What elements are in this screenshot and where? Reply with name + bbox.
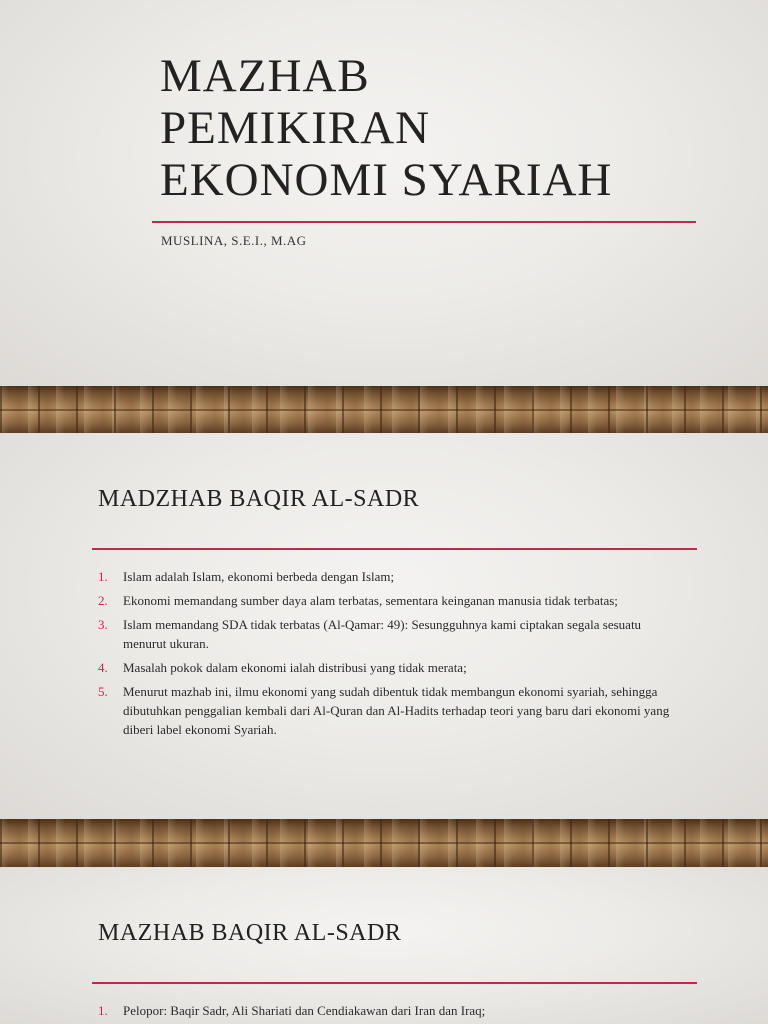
heading-divider: [92, 982, 697, 984]
list-item: 1. Pelopor: Baqir Sadr, Ali Shariati dan Cendiakawan dari Iran dan Iraq;: [98, 1003, 486, 1018]
heading-divider: [92, 548, 697, 550]
title-line-2: PEMIKIRAN: [160, 102, 431, 154]
point-list: [98, 1001, 673, 1024]
title-line-3: EKONOMI SYARIAH: [160, 154, 613, 206]
list-item: 1. Islam adalah Islam, ekonomi berbeda dengan Islam;: [98, 569, 395, 584]
content-slide-2: [0, 867, 768, 1024]
slide-title: [160, 50, 612, 206]
title-slide: [0, 0, 768, 386]
slide-heading: MADZHAB BAQIR AL-SADR: [98, 486, 420, 512]
author-subtitle: MUSLINA, S.E.I., M.AG: [161, 233, 307, 248]
slide-heading: MAZHAB BAQIR AL-SADR: [98, 920, 402, 946]
content-slide-1: [0, 433, 768, 819]
list-item: 3. Islam memandang SDA tidak terbatas (Al-Qamar: 49): Sesungguhnya kami ciptakan segala sesuatu menurut ukuran.: [98, 617, 642, 651]
title-divider: [152, 221, 696, 223]
list-item: 5. Menurut mazhab ini, ilmu ekonomi yang sudah dibentuk tidak membangun ekonomi syariah, sehingga dibutuhkan penggalian kembali dari Al-Quran dan Al-Hadits terhadap teori yang baru dari ekonomi yang diberi label ekonomi Syariah.: [98, 684, 670, 737]
point-list: [98, 567, 673, 744]
wood-floor-decoration: [0, 819, 768, 867]
wood-floor-decoration: [0, 386, 768, 433]
list-item: 2. Ekonomi memandang sumber daya alam terbatas, sementara keinganan manusia tidak terbatas;: [98, 593, 618, 608]
title-line-1: MAZHAB: [160, 50, 370, 102]
list-item: 4. Masalah pokok dalam ekonomi ialah distribusi yang tidak merata;: [98, 660, 467, 675]
